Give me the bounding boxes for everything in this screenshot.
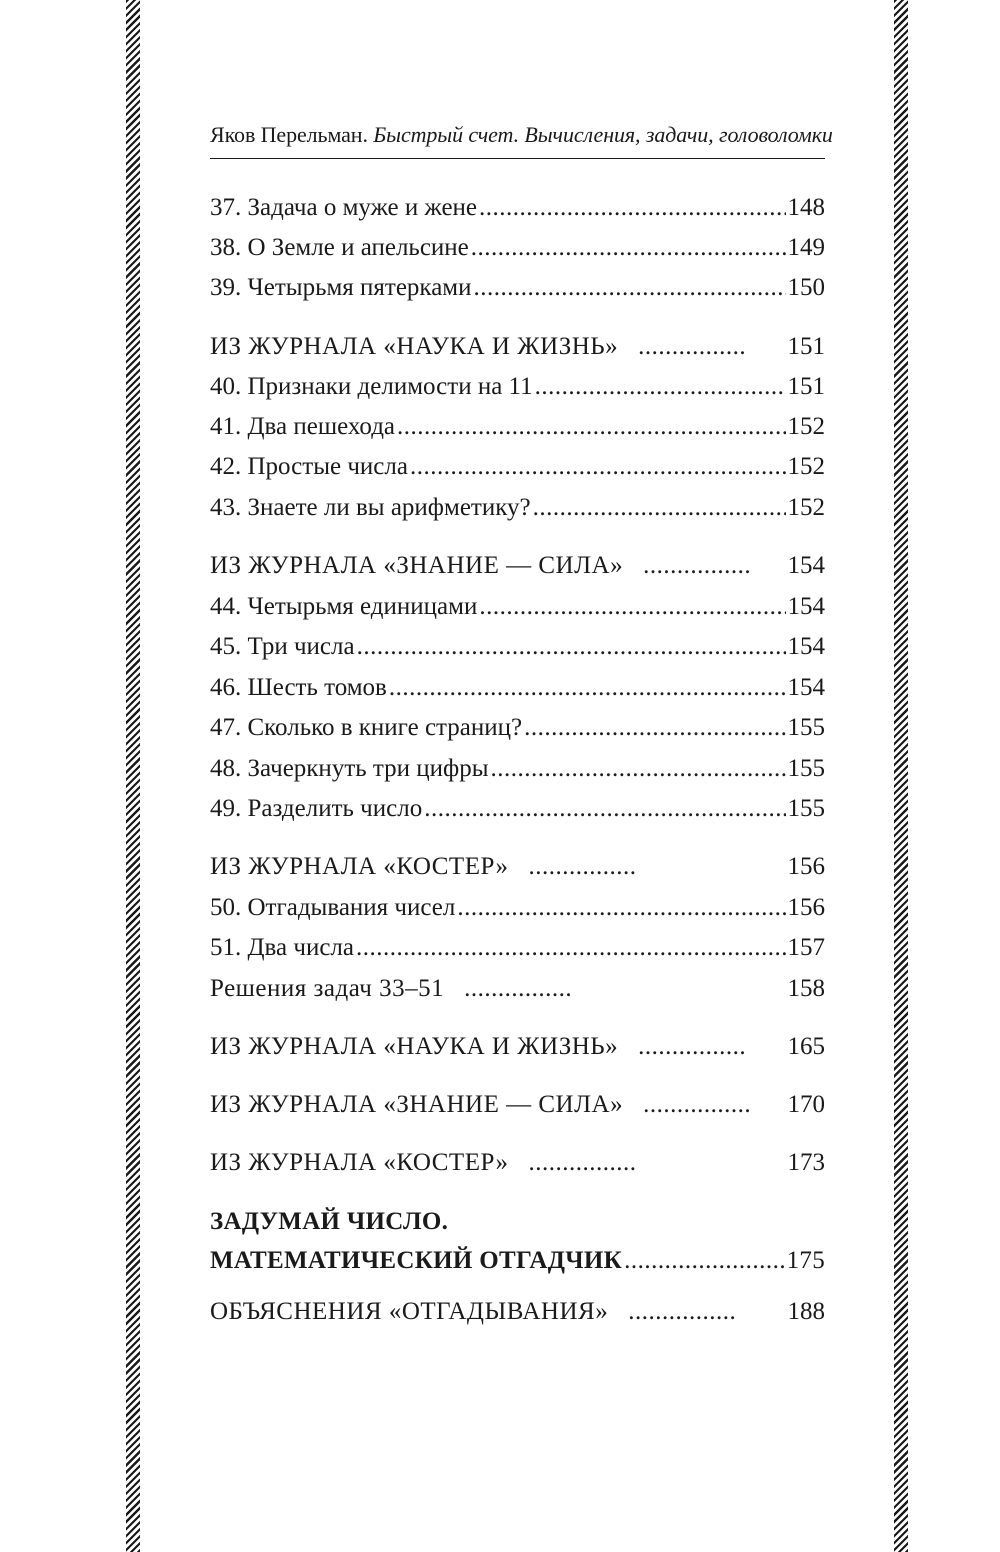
toc-part-heading-line2 <box>210 1246 825 1276</box>
toc-entry-page: 155 <box>787 714 825 741</box>
header-book-title: Быстрый счет. Вычисления, задачи, головоломки <box>373 122 833 147</box>
toc-entry-page: 152 <box>787 453 825 480</box>
toc-section-title: ИЗ ЖУРНАЛА «НАУКА И ЖИЗНЬ» <box>210 1033 619 1060</box>
toc-dot-leader <box>397 412 785 442</box>
toc-section-title: ИЗ ЖУРНАЛА «КОСТЕР» <box>210 1149 509 1176</box>
toc-entry-title: 41. Два пешехода <box>210 413 396 440</box>
toc-section-page: 188 <box>787 1298 825 1325</box>
toc-dot-leader <box>628 1297 736 1327</box>
toc-section-znanie-sila-2 <box>210 1090 825 1120</box>
toc-entry-title: 48. Зачеркнуть три цифры <box>210 755 489 782</box>
toc-entry-49 <box>210 794 825 824</box>
toc-entry-47 <box>210 713 825 743</box>
toc-part-page: 175 <box>786 1247 825 1274</box>
header-author: Яков Перельман. <box>210 122 368 147</box>
toc-section-title: ИЗ ЖУРНАЛА «НАУКА И ЖИЗНЬ» <box>210 333 619 360</box>
toc-entry-title: 38. О Земле и апельсине <box>210 234 469 261</box>
toc-part-title: ЗАДУМАЙ ЧИСЛО. <box>210 1208 449 1235</box>
toc-dot-leader <box>471 233 786 263</box>
toc-section-page: 151 <box>787 333 825 360</box>
toc-section-koster-2 <box>210 1148 825 1178</box>
toc-part-heading-line1 <box>210 1207 825 1237</box>
toc-entry-page: 157 <box>787 934 825 961</box>
toc-entry-title: 51. Два числа <box>210 934 354 961</box>
toc-section-page: 173 <box>787 1149 825 1176</box>
toc-entry-48 <box>210 754 825 784</box>
toc-entry-page: 155 <box>787 755 825 782</box>
toc-dot-leader <box>474 273 786 303</box>
toc-entry-title: 37. Задача о муже и жене <box>210 194 478 221</box>
toc-entry-page: 148 <box>787 194 825 221</box>
toc-entry-51 <box>210 933 825 963</box>
toc-section-title: ОБЪЯСНЕНИЯ «ОТГАДЫВАНИЯ» <box>210 1298 609 1325</box>
toc-dot-leader <box>535 372 786 402</box>
toc-dot-leader <box>624 1246 784 1276</box>
toc-entry-title: 43. Знаете ли вы арифметику? <box>210 494 531 521</box>
toc-entry-41 <box>210 412 825 442</box>
toc-entry-42 <box>210 452 825 482</box>
toc-entry-title: 42. Простые числа <box>210 453 408 480</box>
toc-entry-page: 155 <box>787 795 825 822</box>
toc-entry-page: 154 <box>787 593 825 620</box>
toc-dot-leader <box>457 893 785 923</box>
toc-entry-title: 46. Шесть томов <box>210 674 387 701</box>
toc-dot-leader <box>356 933 786 963</box>
toc-entry-page: 150 <box>787 274 825 301</box>
toc-section-title: ИЗ ЖУРНАЛА «ЗНАНИЕ — СИЛА» <box>210 1091 624 1118</box>
decorative-left-border <box>126 0 140 1552</box>
toc-dot-leader <box>524 713 785 743</box>
toc-entry-page: 152 <box>787 494 825 521</box>
toc-dot-leader <box>643 1090 751 1120</box>
toc-entry-title: 50. Отгадывания чисел <box>210 894 456 921</box>
toc-dot-leader <box>533 493 786 523</box>
toc-entry-page: 152 <box>787 413 825 440</box>
toc-entry-title: 49. Разделить число <box>210 795 423 822</box>
toc-section-page: 170 <box>787 1091 825 1118</box>
toc-entry-45 <box>210 632 825 662</box>
toc-dot-leader <box>529 852 637 882</box>
toc-entry-title: 45. Три числа <box>210 633 355 660</box>
toc-entry-page: 156 <box>787 894 825 921</box>
toc-section-title: ИЗ ЖУРНАЛА «ЗНАНИЕ — СИЛА» <box>210 552 624 579</box>
toc-dot-leader <box>479 193 785 223</box>
toc-entry-39 <box>210 273 825 303</box>
toc-entry-title: 39. Четырьмя пятерками <box>210 274 472 301</box>
toc-section-page: 154 <box>787 552 825 579</box>
toc-section-nauka-i-zhizn <box>210 332 825 362</box>
toc-entry-page: 158 <box>787 975 825 1002</box>
toc-dot-leader <box>643 551 751 581</box>
toc-entry-solutions <box>210 974 825 1004</box>
toc-entry-page: 154 <box>787 633 825 660</box>
toc-part-title: МАТЕМАТИЧЕСКИЙ ОТГАДЧИК <box>210 1247 623 1274</box>
toc-dot-leader <box>638 332 746 362</box>
toc-entry-title: 40. Признаки делимости на 11 <box>210 373 533 400</box>
toc-section-explanations <box>210 1297 825 1327</box>
toc-dot-leader <box>491 754 786 784</box>
toc-entry-37 <box>210 193 825 223</box>
toc-entry-title: 44. Четырьмя единицами <box>210 593 478 620</box>
toc-dot-leader <box>479 592 785 622</box>
toc-dot-leader <box>389 673 786 703</box>
toc-dot-leader <box>424 794 785 824</box>
toc-entry-46 <box>210 673 825 703</box>
toc-entry-title: Решения задач 33–51 <box>210 975 445 1002</box>
toc-entry-43 <box>210 493 825 523</box>
toc-dot-leader <box>464 974 572 1004</box>
toc-section-znanie-sila <box>210 551 825 581</box>
toc-section-nauka-i-zhizn-2 <box>210 1032 825 1062</box>
toc-entry-page: 151 <box>787 373 825 400</box>
toc-entry-38 <box>210 233 825 263</box>
toc-entry-page: 149 <box>787 234 825 261</box>
toc-dot-leader <box>410 452 786 482</box>
toc-dot-leader <box>638 1032 746 1062</box>
toc-section-title: ИЗ ЖУРНАЛА «КОСТЕР» <box>210 853 509 880</box>
toc-section-page: 156 <box>787 853 825 880</box>
toc-entry-page: 154 <box>787 674 825 701</box>
toc-entry-44 <box>210 592 825 622</box>
decorative-right-border <box>894 0 908 1552</box>
toc-section-page: 165 <box>787 1033 825 1060</box>
toc-dot-leader <box>357 632 786 662</box>
header-rule <box>210 158 825 159</box>
toc-section-koster <box>210 852 825 882</box>
running-header <box>210 122 833 148</box>
toc-dot-leader <box>529 1148 637 1178</box>
toc-entry-40 <box>210 372 825 402</box>
toc-entry-title: 47. Сколько в книге страниц? <box>210 714 523 741</box>
toc-entry-50 <box>210 893 825 923</box>
